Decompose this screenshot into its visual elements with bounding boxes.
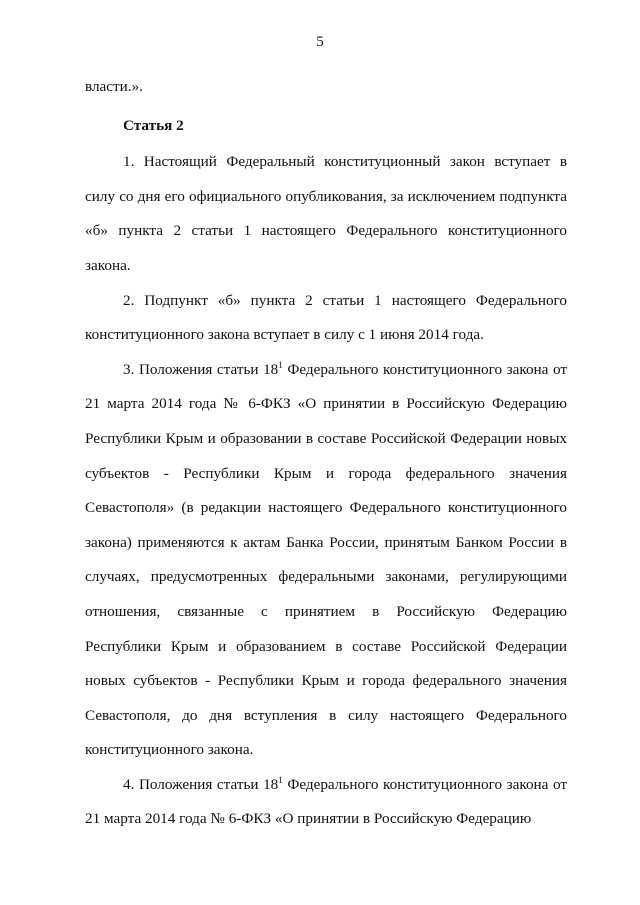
- article-heading: Статья 2: [123, 116, 184, 134]
- paragraph-3: [85, 353, 567, 768]
- paragraph-3-lead: 3. Положения статьи 18: [123, 360, 279, 378]
- page-number: 5: [316, 34, 324, 50]
- paragraph-4-lead: 4. Положения статьи 18: [123, 775, 279, 793]
- paragraph-3-body: Федерального конституционного закона от 21 марта 2014 года № 6-ФКЗ «О принятии в Российскую Федерацию Республики Крым и образовании в составе Российской Федерации новых субъектов - Республики Крым и города федерального значения Севастополя» (в редакции настоящего Федерального конституционного закона) применяются к актам Банка России, принятым Банком России в случаях, предусмотренных федеральными законами, регулирующими отношения, связанные с принятием в Российскую Федерацию Республики Крым и образованием в составе Российской Федерации новых субъектов - Республики Крым и города федерального значения Севастополя, до дня вступления в силу настоящего Федерального конституционного закона.: [85, 360, 567, 759]
- paragraph-3-superscript: 1: [278, 359, 283, 370]
- document-body: [85, 70, 567, 837]
- paragraph-1: 1. Настоящий Федеральный конституционный закон вступает в силу со дня его официального опубликования, за исключением подпункта «б» пункта 2 статьи 1 настоящего Федерального конституционного закона.: [85, 153, 567, 274]
- paragraph-4: [85, 768, 567, 837]
- paragraph-4-superscript: 1: [278, 774, 283, 785]
- paragraph-4-body: Федерального конституционного закона от 21 марта 2014 года № 6-ФКЗ «О принятии в Российскую Федерацию: [85, 775, 567, 828]
- paragraph-2: 2. Подпункт «б» пункта 2 статьи 1 настоящего Федерального конституционного закона вступает в силу с 1 июня 2014 года.: [85, 291, 567, 344]
- continuation-text: власти.».: [85, 78, 143, 95]
